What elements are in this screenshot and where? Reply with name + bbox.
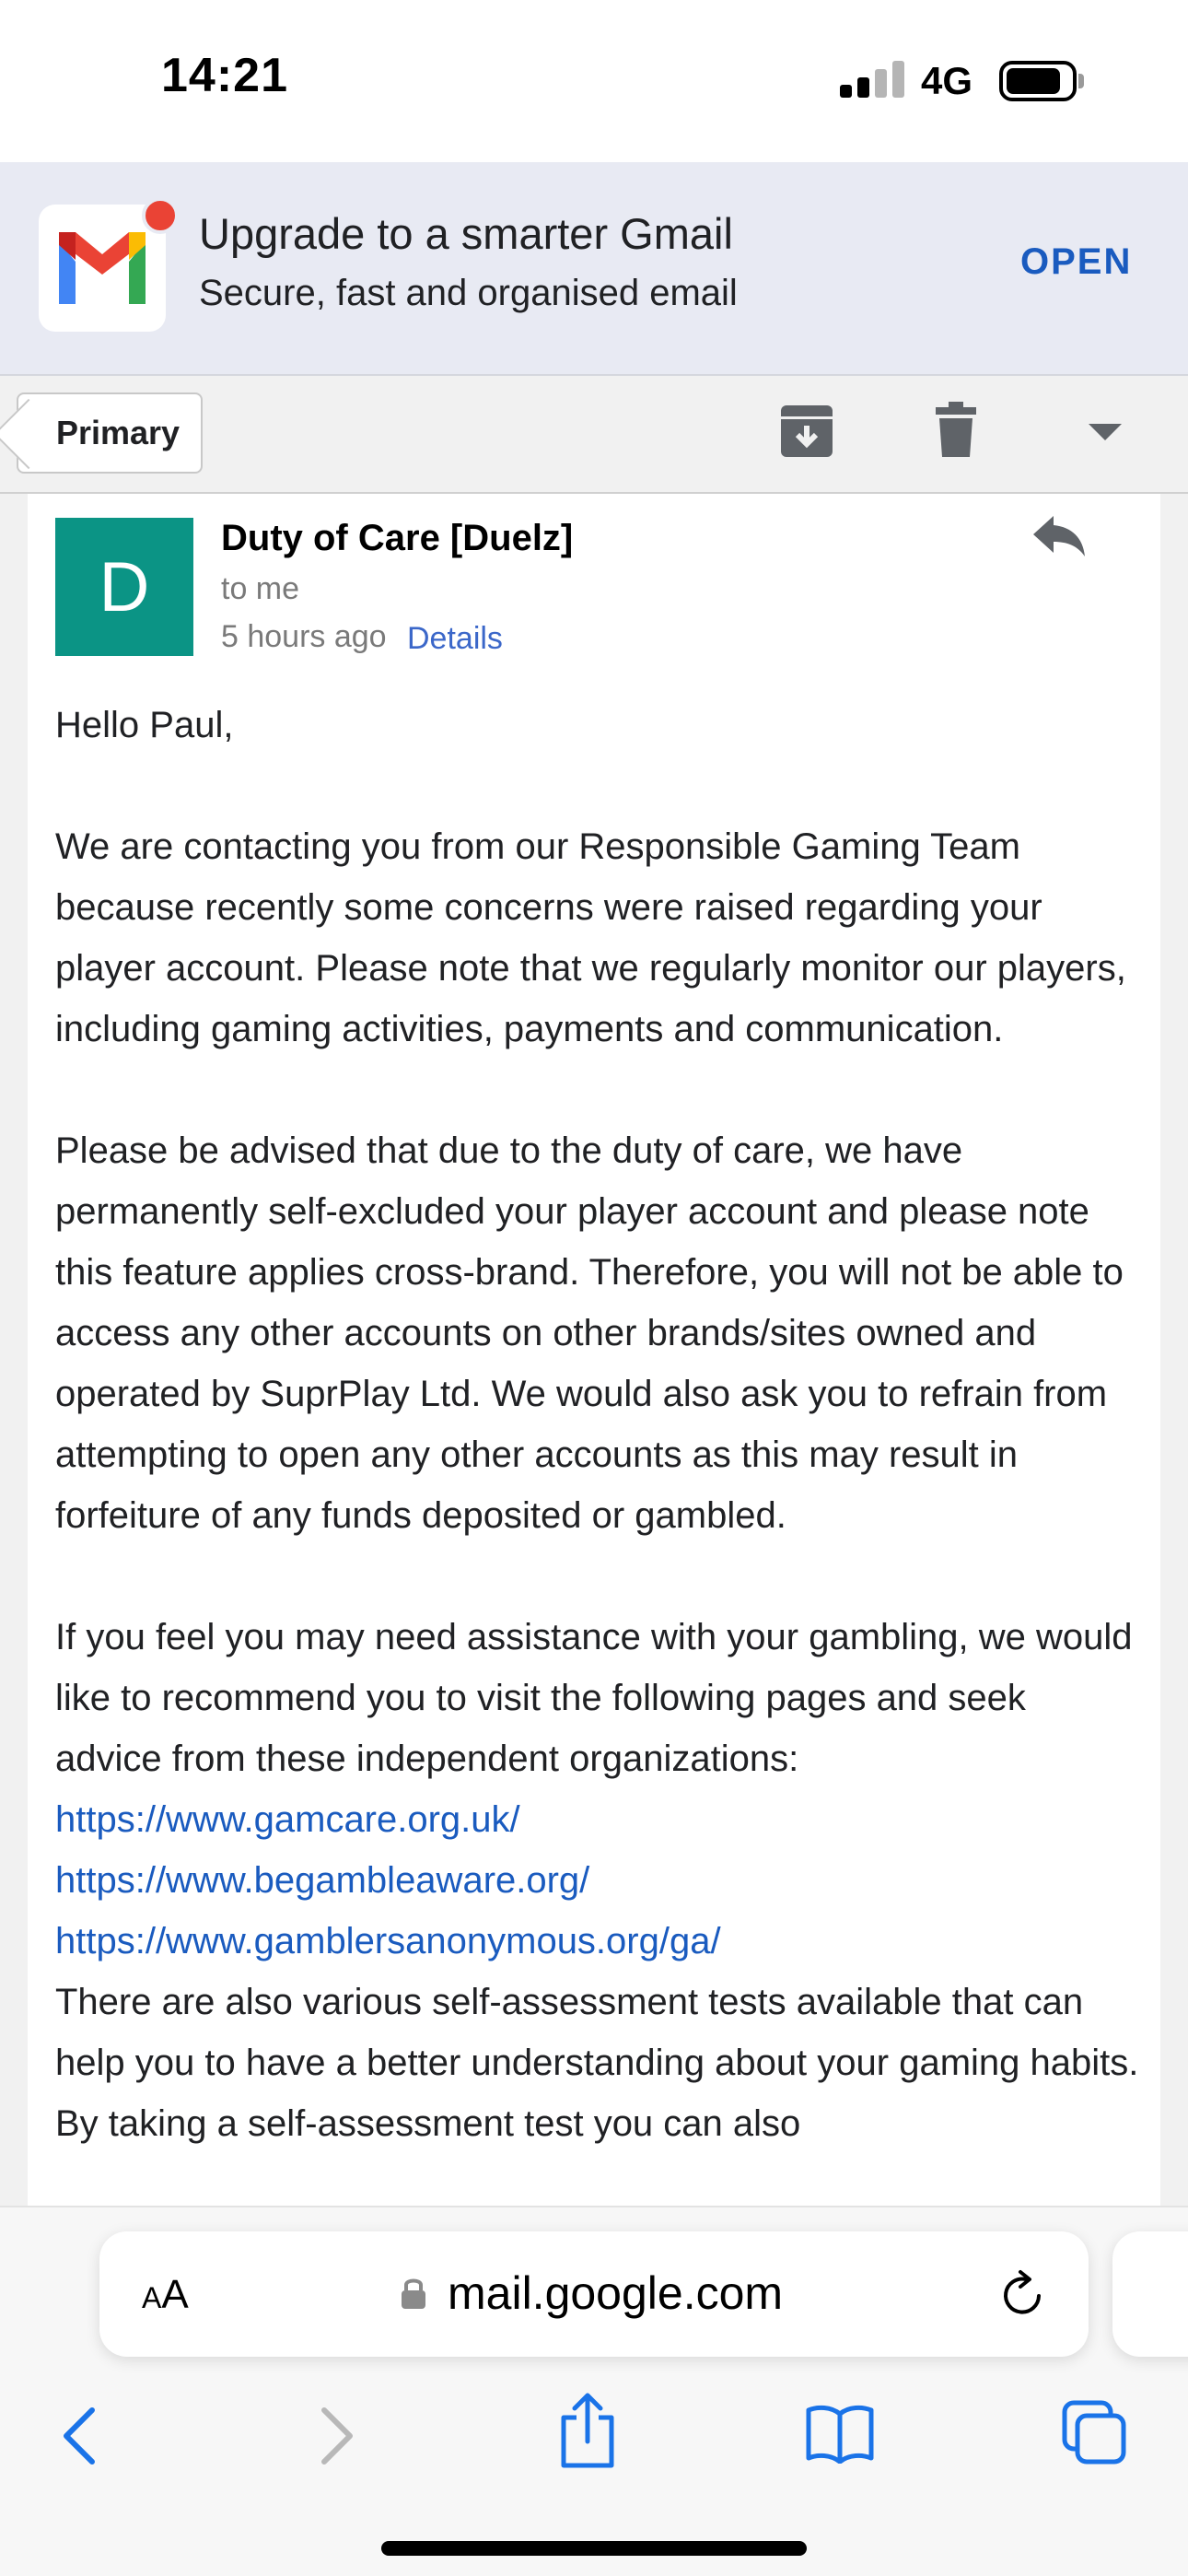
received-time: 5 hours ago [221, 619, 387, 654]
primary-label: Primary [55, 414, 181, 451]
details-link[interactable]: Details [407, 621, 503, 656]
address-bar[interactable] [99, 2231, 1089, 2357]
open-app-button[interactable]: OPEN [1020, 241, 1133, 282]
email-message [28, 494, 1160, 2207]
reload-icon[interactable] [998, 2268, 1046, 2324]
home-indicator[interactable] [381, 2541, 807, 2556]
status-time: 14:21 [161, 49, 288, 102]
browser-nav [0, 2390, 1188, 2491]
dropdown-icon[interactable] [1089, 424, 1122, 445]
body-paragraph-4: There are also various self-assessment tests available that can help you to have a better understanding about your gaming habits. By taking a self-assessment test you can also [55, 1982, 1139, 2144]
promo-subtitle: Secure, fast and organised email [199, 273, 738, 313]
sender-avatar: D [55, 518, 193, 656]
reply-icon[interactable] [1031, 512, 1087, 563]
link-gamblers-anonymous[interactable]: https://www.gamblersanonymous.org/ga/ [55, 1921, 721, 1961]
back-icon[interactable] [61, 2406, 98, 2470]
email-body [55, 695, 1142, 2154]
forward-icon[interactable] [319, 2406, 355, 2470]
body-paragraph-3: If you feel you may need assistance with your gambling, we would like to recommend you to visit the following pages and seek advice from these independent organizations: [55, 1617, 1133, 1779]
share-icon[interactable] [558, 2392, 617, 2474]
greeting: Hello Paul, [55, 705, 234, 745]
trash-icon[interactable] [934, 402, 978, 465]
link-gamcare[interactable]: https://www.gamcare.org.uk/ [55, 1799, 520, 1840]
back-to-primary-button[interactable] [17, 392, 203, 474]
battery-icon [999, 61, 1084, 101]
bookmarks-icon[interactable] [805, 2405, 875, 2468]
browser-toolbar [0, 2206, 1188, 2576]
next-tab-peek[interactable] [1112, 2231, 1188, 2357]
url-text: mail.google.com [448, 2267, 784, 2319]
body-paragraph-2: Please be advised that due to the duty of care, we have permanently self-excluded your player account and please note this feature applies cross-brand. Therefore, you will not be able to access any other accounts on other brands/sites owned and operated by SuprPlay Ltd. We would also ask you to refrain from attempting to open any other accounts as this may result in forfeiture of any funds deposited or gambled. [55, 1130, 1124, 1536]
sender-name: Duty of Care [Duelz] [221, 518, 574, 558]
promo-title: Upgrade to a smarter Gmail [199, 209, 733, 258]
lock-icon [400, 2276, 427, 2315]
gmail-logo-icon [39, 205, 166, 332]
network-type: 4G [921, 59, 973, 102]
archive-icon[interactable] [779, 402, 834, 465]
tabs-icon[interactable] [1061, 2399, 1127, 2470]
body-paragraph-1: We are contacting you from our Responsible Gaming Team because recently some concerns were raised regarding your player account. Please note that we regularly monitor our players, including gaming activities, payments and communication. [55, 826, 1126, 1049]
text-size-button[interactable]: AA [142, 2272, 189, 2317]
text-size-small-a: A [142, 2281, 162, 2314]
link-begambleaware[interactable]: https://www.begambleaware.org/ [55, 1860, 590, 1901]
signal-strength-icon [840, 59, 906, 98]
recipient-line: to me [221, 571, 300, 606]
gmail-upgrade-banner[interactable] [0, 162, 1188, 376]
mail-toolbar [0, 376, 1188, 494]
status-bar [0, 0, 1188, 162]
